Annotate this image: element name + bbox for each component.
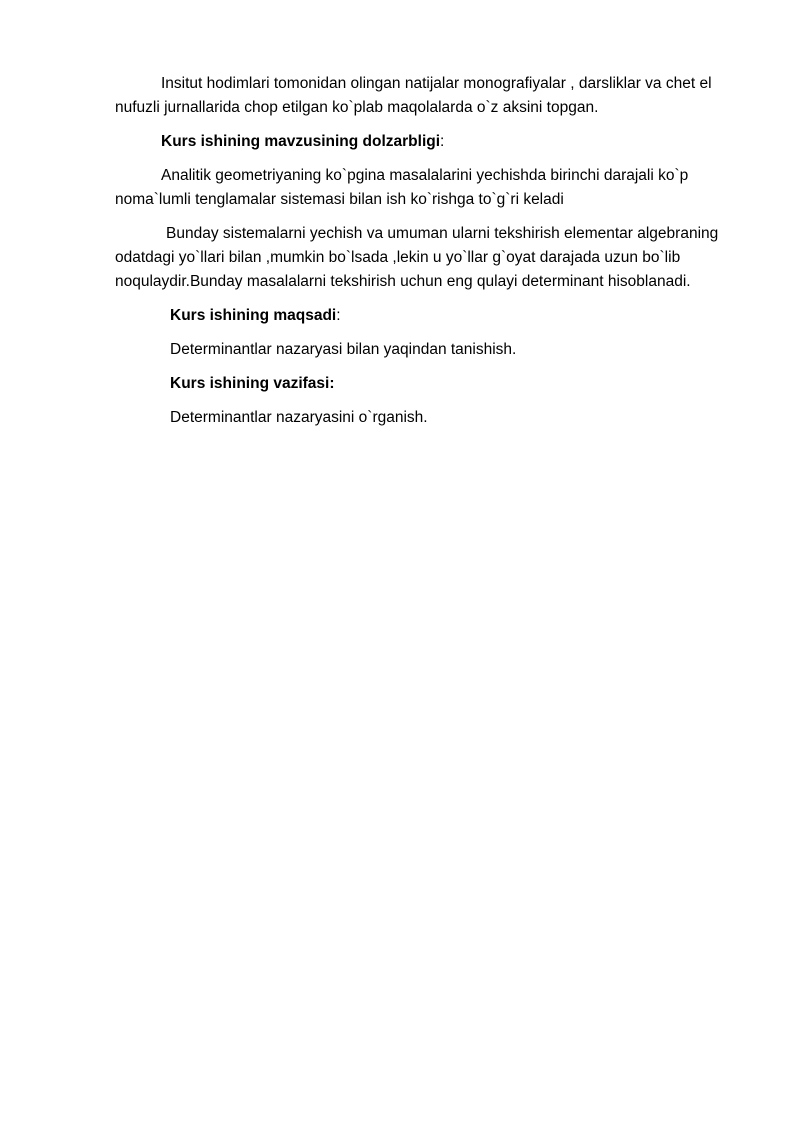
relevance-heading-colon: : — [440, 133, 445, 150]
goal-heading-text: Kurs ishining maqsadi — [170, 307, 337, 324]
intro-paragraph: Insitut hodimlari tomonidan olingan natijalar monografiyalar , darsliklar va chet el nufuzli jurnallarida chop etilgan ko`plab maqolalarda o`z aksini topgan. — [115, 75, 712, 116]
task-text: Determinantlar nazaryasini o`rganish. — [170, 409, 428, 426]
goal-heading-colon: : — [336, 307, 341, 324]
relevance-heading-text: Kurs ishining mavzusining dolzarbligi — [161, 133, 441, 150]
document-body — [115, 72, 733, 440]
geometry-paragraph: Analitik geometriyaning ko`pgina masalalarini yechishda birinchi darajali ko`p noma`lumli tenglamalar sistemasi bilan ish ko`rishga to`g`ri keladi — [115, 167, 689, 208]
systems-paragraph: Bunday sistemalarni yechish va umuman ularni tekshirish elementar algebraning odatdagi yo`llari bilan ,mumkin bo`lsada ,lekin u yo`llar g`oyat darajada uzun bo`lib noqulaydir.Bunday masalalarni tekshirish uchun eng qulayi determinant hisoblanadi. — [115, 225, 719, 290]
goal-heading — [115, 304, 733, 328]
relevance-heading — [115, 130, 733, 154]
goal-text: Determinantlar nazaryasi bilan yaqindan tanishish. — [170, 341, 517, 358]
task-heading: Kurs ishining vazifasi: — [170, 375, 335, 392]
